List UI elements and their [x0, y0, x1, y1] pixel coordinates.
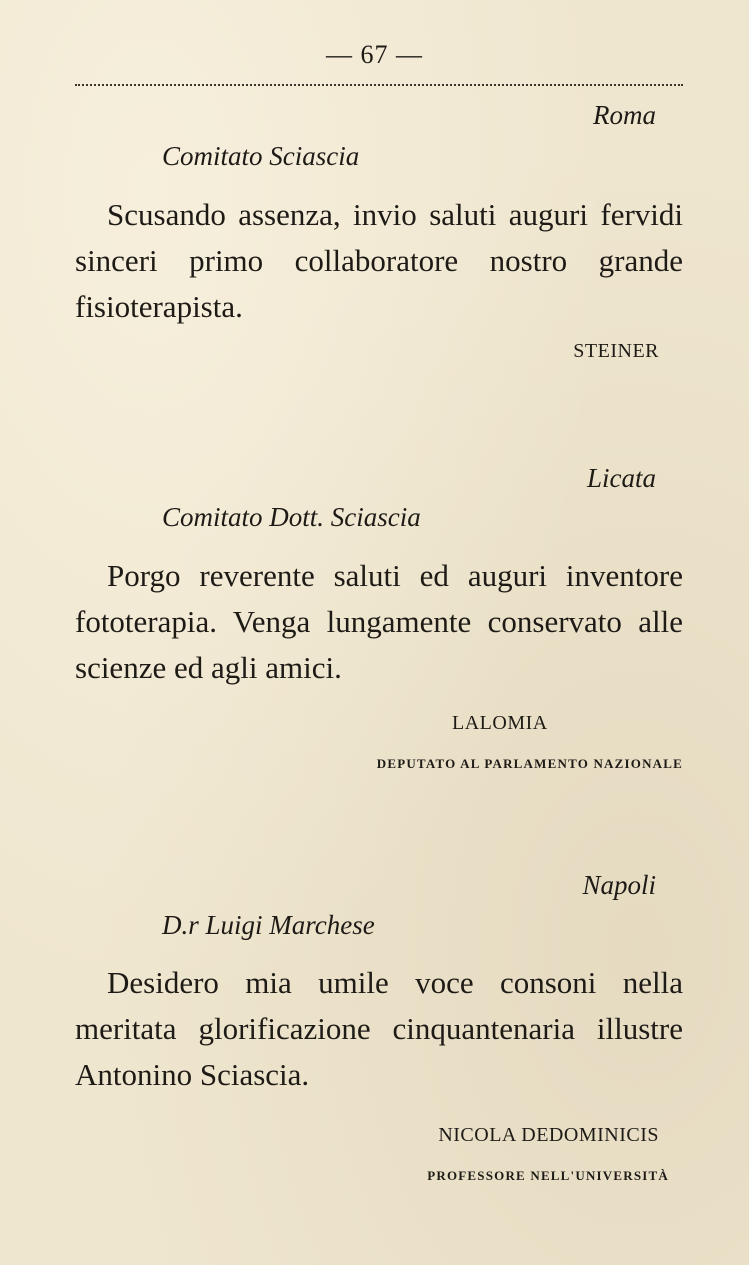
signature-dedominicis: NICOLA DEDOMINICIS: [438, 1124, 659, 1146]
place-napoli: Napoli: [582, 870, 656, 900]
page-number: — 67 —: [326, 40, 423, 69]
place-licata: Licata: [586, 463, 656, 493]
addressee-comitato-dott-sciascia: Comitato Dott. Sciascia: [162, 502, 421, 532]
addressee-luigi-marchese: D.r Luigi Marchese: [162, 910, 375, 940]
signature-lalomia: LALOMIA: [452, 712, 548, 734]
place-roma: Roma: [593, 100, 656, 130]
telegram-text-steiner: Scusando assenza, invio saluti auguri fervidi sinceri primo collaboratore nostro grande fisioterapista.: [75, 197, 683, 324]
signature-title-professore: PROFESSORE NELL'UNIVERSITÀ: [427, 1168, 669, 1183]
signature-steiner: STEINER: [573, 340, 659, 362]
signature-title-deputato: DEPUTATO AL PARLAMENTO NAZIONALE: [376, 756, 683, 771]
telegram-text-lalomia: Porgo reverente saluti ed auguri inventore fototerapia. Venga lungamente conservato alle scienze ed agli amici.: [75, 558, 683, 685]
addressee-comitato-sciascia: Comitato Sciascia: [162, 141, 360, 171]
dotted-header-rule: [75, 84, 683, 86]
telegram-text-dedominicis: Desidero mia umile voce consoni nella meritata glorificazione cinquantenaria illustre Antonino Sciascia.: [75, 965, 683, 1092]
